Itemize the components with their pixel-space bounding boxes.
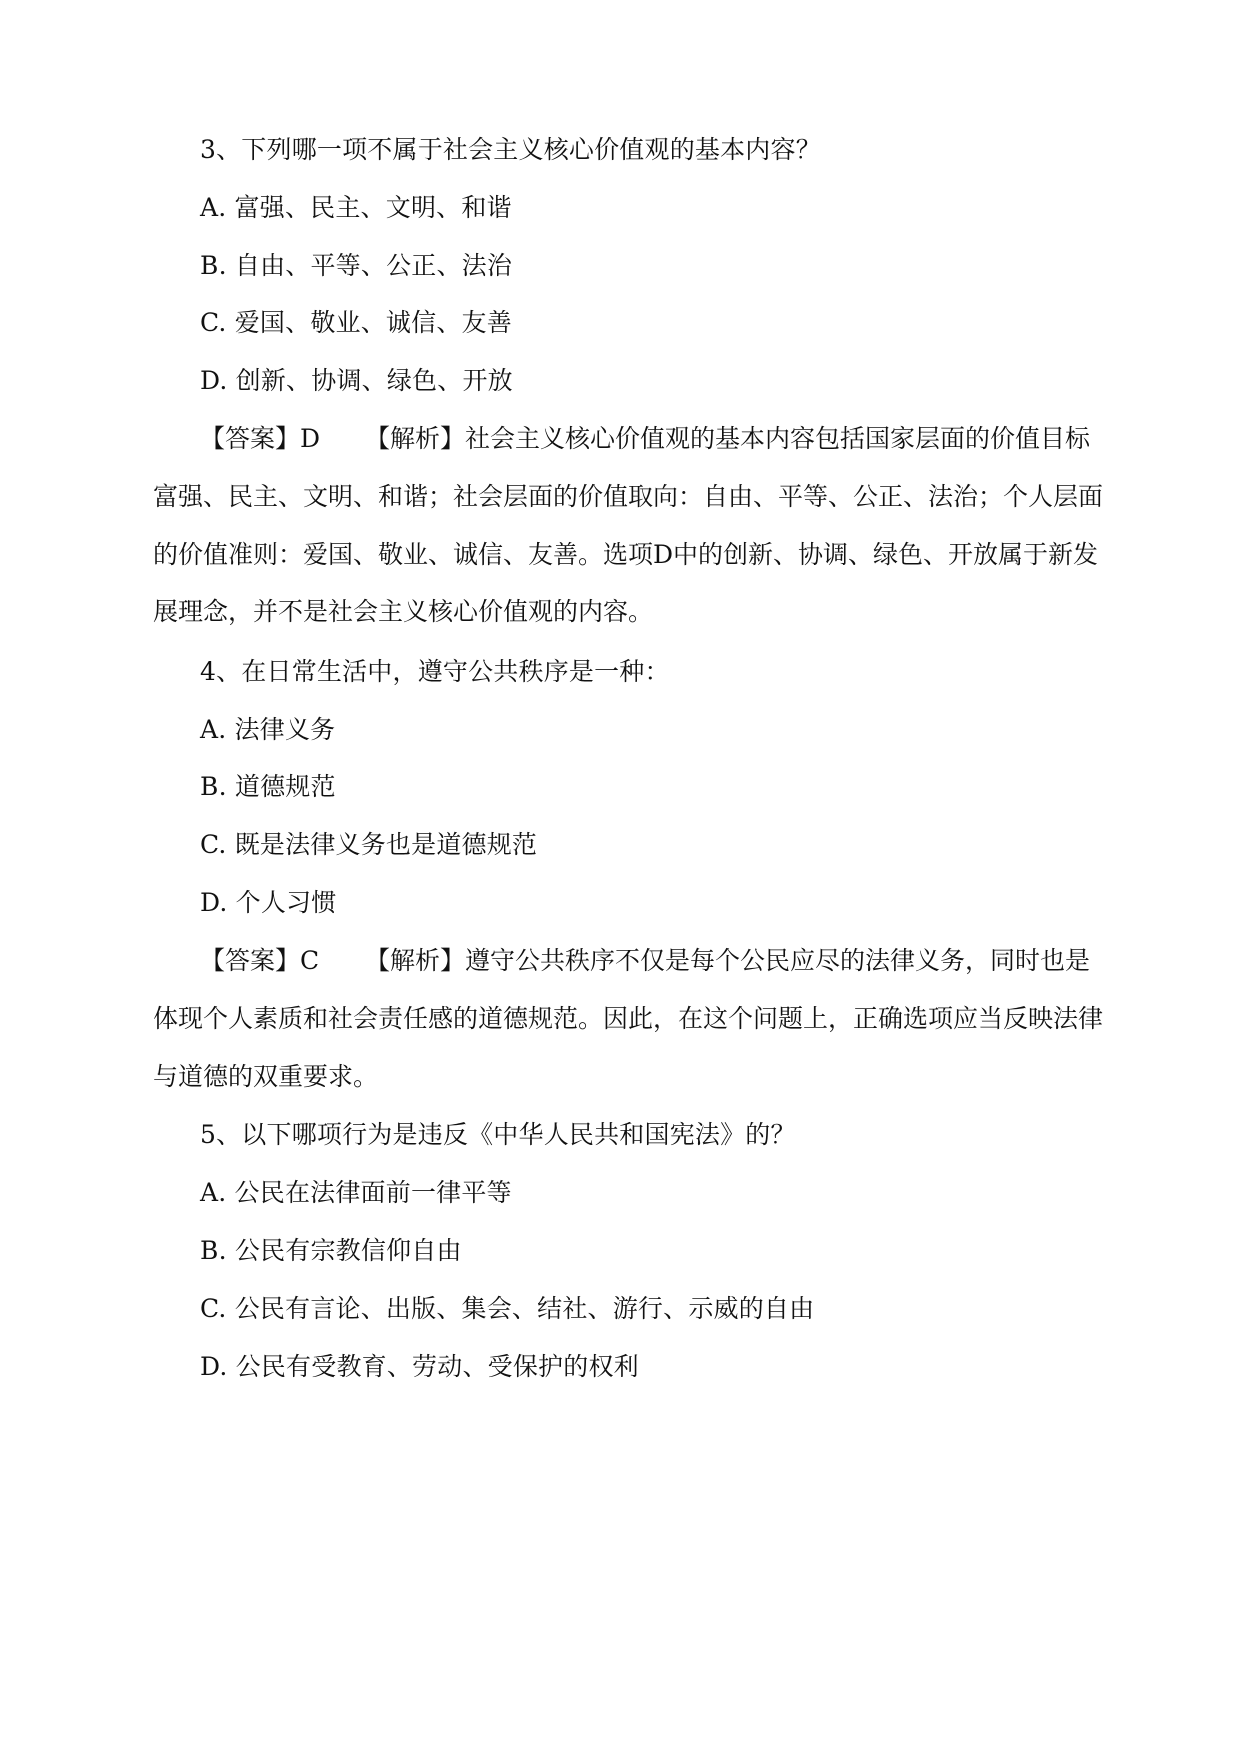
question-5-option-d: D. 公民有受教育、劳动、受保护的权利 (200, 1352, 639, 1381)
question-3-analysis-label: 【解析】 (365, 424, 466, 453)
question-4-analysis-line-2: 体现个人素质和社会责任感的道德规范。因此，在这个问题上，正确选项应当反映法律 (153, 1004, 1104, 1033)
question-3-analysis-line-3: 的价值准则：爱国、敬业、诚信、友善。选项D中的创新、协调、绿色、开放属于新发 (153, 540, 1099, 569)
question-4-option-a: A. 法律义务 (200, 715, 336, 744)
question-3-option-a: A. 富强、民主、文明、和谐 (200, 193, 512, 222)
question-5-option-c: C. 公民有言论、出版、集会、结社、游行、示威的自由 (200, 1294, 815, 1323)
question-3-analysis-line-4: 展理念，并不是社会主义核心价值观的内容。 (153, 597, 654, 626)
question-3-answer: 【答案】D (200, 424, 321, 453)
question-4-option-d: D. 个人习惯 (200, 888, 337, 917)
question-3-option-c: C. 爱国、敬业、诚信、友善 (200, 308, 512, 337)
question-4-analysis-line-1: 遵守公共秩序不仅是每个公民应尽的法律义务，同时也是 (465, 946, 1091, 975)
question-3-stem: 3、下列哪一项不属于社会主义核心价值观的基本内容？ (200, 135, 821, 164)
question-4-answer-row (200, 945, 1090, 977)
question-3-option-b: B. 自由、平等、公正、法治 (200, 251, 513, 280)
question-3-analysis-line-1: 社会主义核心价值观的基本内容包括国家层面的价值目标 (465, 424, 1091, 453)
question-5-option-b: B. 公民有宗教信仰自由 (200, 1236, 462, 1265)
question-3-option-d: D. 创新、协调、绿色、开放 (200, 366, 513, 395)
question-4-answer: 【答案】C (200, 946, 320, 975)
question-4-stem: 4、在日常生活中，遵守公共秩序是一种： (200, 657, 670, 686)
question-5-stem: 5、以下哪项行为是违反《中华人民共和国宪法》的？ (200, 1120, 796, 1149)
question-4-option-b: B. 道德规范 (200, 772, 336, 801)
question-4-analysis-line-3: 与道德的双重要求。 (153, 1062, 379, 1091)
question-3-analysis-line-2: 富强、民主、文明、和谐；社会层面的价值取向：自由、平等、公正、法治；个人层面 (153, 482, 1104, 511)
question-4-option-c: C. 既是法律义务也是道德规范 (200, 830, 538, 859)
question-3-answer-row (200, 423, 1090, 455)
question-4-analysis-label: 【解析】 (365, 946, 466, 975)
question-5-option-a: A. 公民在法律面前一律平等 (200, 1178, 512, 1207)
